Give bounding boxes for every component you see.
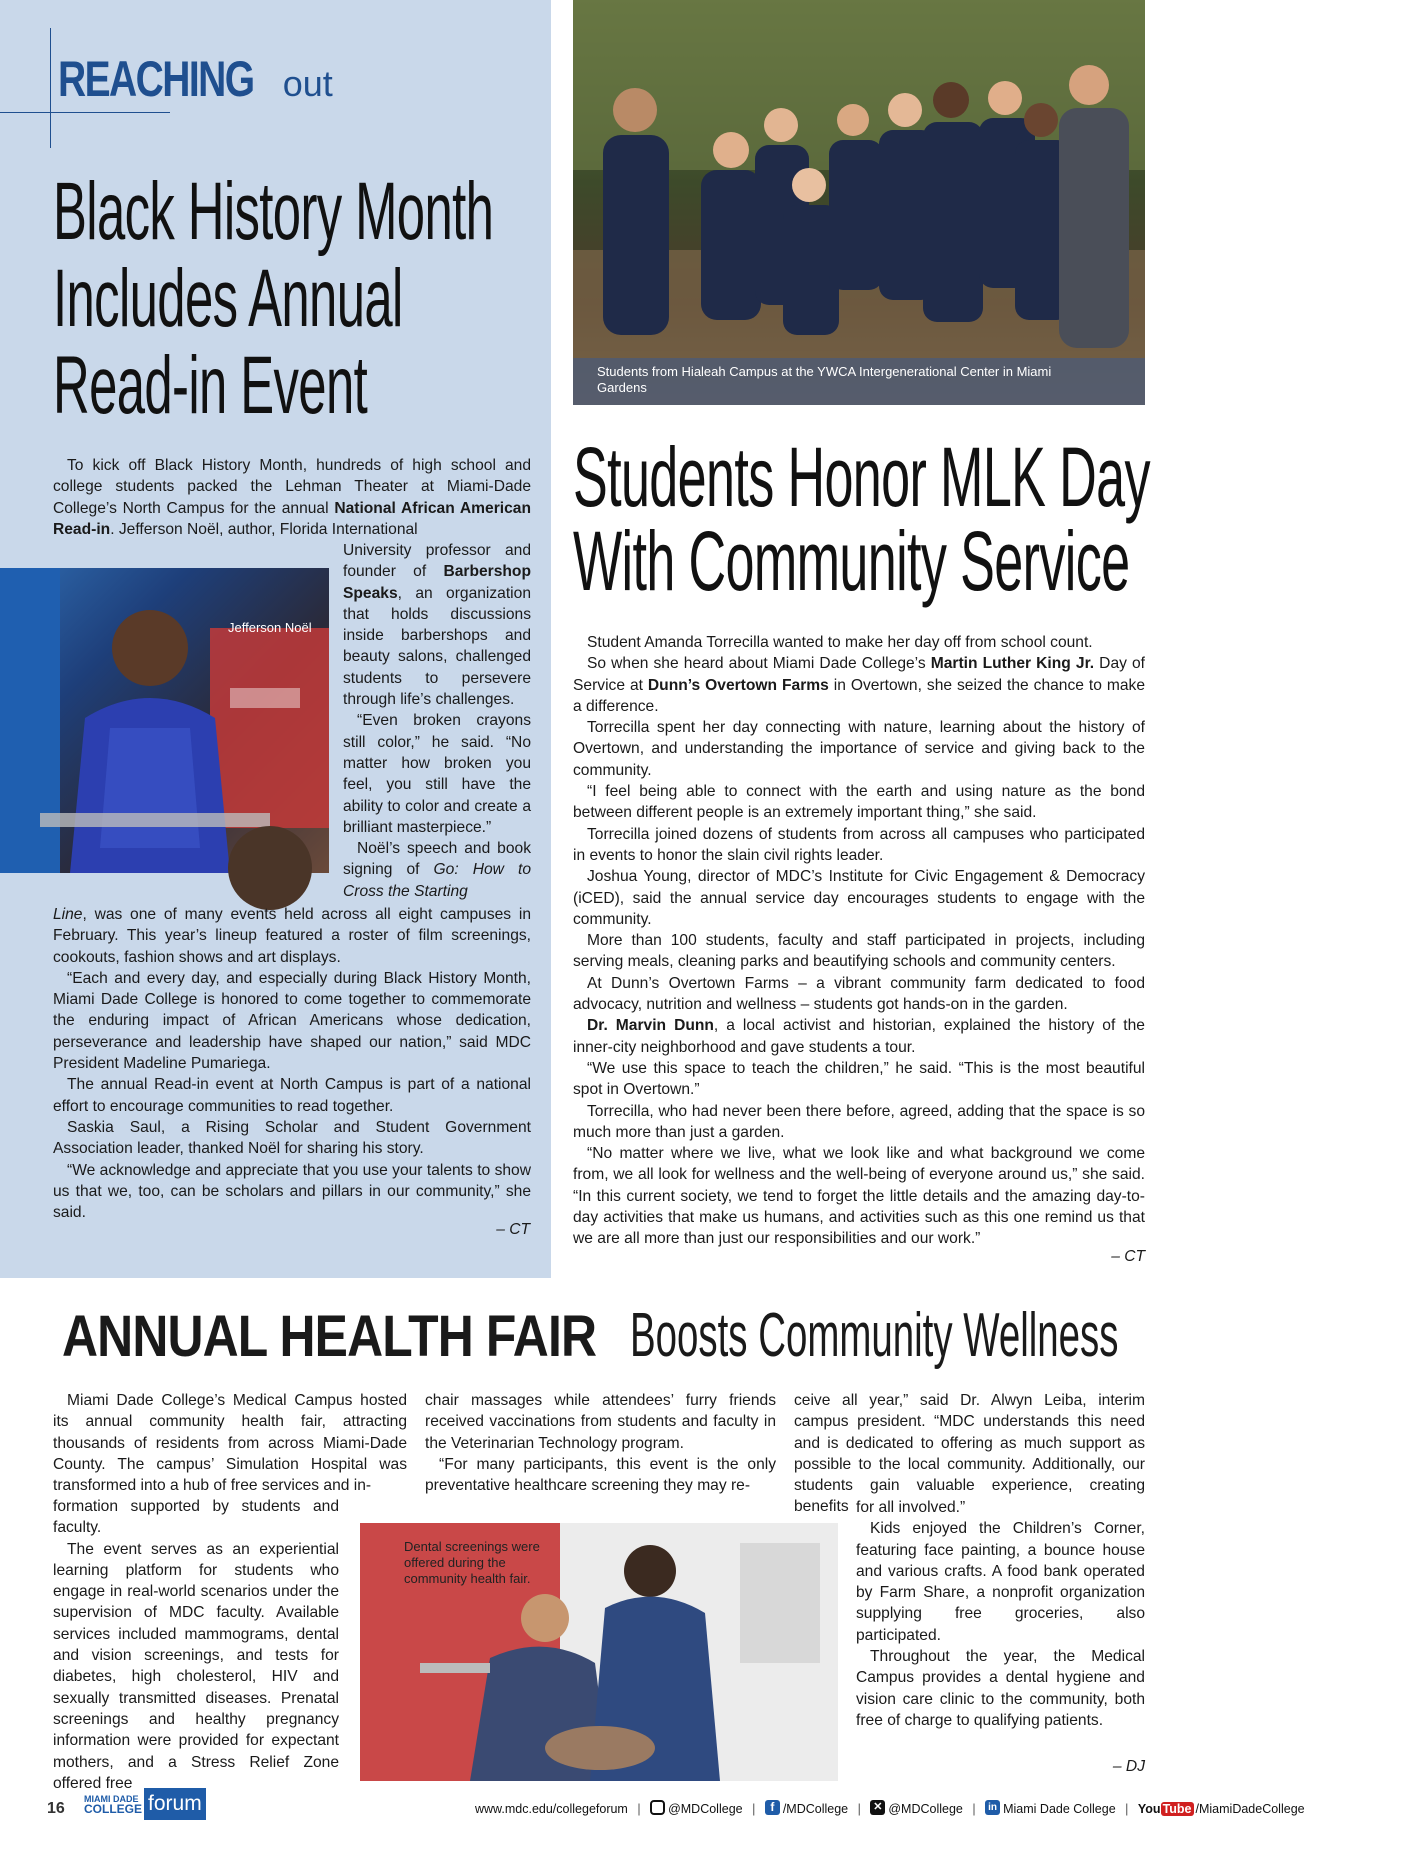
bhm-col-quote: “Even broken crayons still color,” he said. “No matter how broken you feel, you still have the ability to color and create a brilliant masterpiece.”	[343, 712, 531, 836]
health-fair-paragraph: “For many participants, this event is the only preventative healthcare screening they may re-	[425, 1455, 776, 1495]
mlk-photo-students	[573, 0, 1145, 405]
bhm-continued	[53, 904, 531, 1223]
bhm-paragraph: The annual Read-in event at North Campus is part of a national effort to encourage communities to read together.	[53, 1076, 531, 1115]
bhm-photo-caption: Jefferson Noël	[228, 620, 312, 635]
facebook-handle: /MDCollege	[782, 1801, 849, 1816]
mlk-photo-caption: Students from Hialeah Campus at the YWCA Intergenerational Center in Miami Gardens	[597, 364, 1052, 395]
bhm-headline-line-1: Black History Month	[53, 166, 494, 257]
health-fair-col2	[425, 1390, 776, 1496]
bhm-signature: – CT	[496, 1221, 530, 1238]
bhm-intro-pre: To kick off Black History Month, hundreds of high school and college students packed the Lehman Theater at Miami-Dade College’s North Campus for the annual	[53, 457, 531, 517]
mlk-paragraph: Torrecilla, who had never been there before, agreed, adding that the space is so much more than just a garden.	[573, 1102, 1145, 1141]
logo-forum: forum	[144, 1788, 206, 1820]
bhm-intro-bold: National African American Read-in	[53, 499, 531, 538]
mlk-photo-illustration	[573, 0, 1145, 405]
footer-separator: |	[752, 1801, 756, 1816]
bhm-col-post: , an organization that holds discussions inside barbershops and beauty salons, challenged students to persevere through life’s challenges.	[343, 584, 531, 709]
health-fair-paragraph: The event serves as an experiential learning platform for students who engage in real-world scenarios under the supervision of MDC faculty. Available services included mammograms, dental and vision screenings, and tests for diabetes, high cholesterol, HIV and sexually transmitted diseases. Prenatal screenings and healthy pregnancy information were provided for expectant mothers, and a Stress Relief Zone offered free	[53, 1540, 339, 1792]
bhm-headline-line-3: Read-in Event	[53, 340, 368, 431]
health-fair-col3-rest	[856, 1497, 1145, 1731]
mlk-paragraph: “I feel being able to connect with the earth and using nature as the bond between different people is an extremely important thing,” she said.	[573, 783, 1145, 822]
page-number: 16	[47, 1800, 65, 1817]
health-fair-photo-caption: Dental screenings were offered during the community health fair.	[404, 1539, 540, 1586]
mlk-p2-bold-farm: Dunn’s Overtown Farms	[647, 676, 829, 694]
college-forum-logo	[84, 1788, 206, 1820]
youtube-handle: /MiamiDadeCollege	[1195, 1801, 1305, 1816]
health-fair-paragraph: ceive all year,” said Dr. Alwyn Leiba, interim campus president. “MDC understands this need and is dedicated to offering as much support as possible to the local community. Additionally, our students gain valuable experience, creating benefits	[794, 1392, 1145, 1516]
youtube-link[interactable]	[1138, 1801, 1305, 1816]
health-fair-col1-rest	[53, 1496, 339, 1794]
section-label	[58, 50, 333, 108]
mlk-headline-line-1: Students Honor MLK Day	[573, 430, 1150, 524]
mlk-headline	[573, 430, 1150, 608]
bhm-paragraph: “We acknowledge and appreciate that you use your talents to show us that we, too, can be scholars and pillars in our community,” she said.	[53, 1161, 531, 1222]
bhm-intro	[53, 455, 531, 540]
health-fair-signature: – DJ	[1112, 1758, 1145, 1775]
health-fair-paragraph: Throughout the year, the Medical Campus provides a dental hygiene and vision care clinic to the community, both free of charge to qualifying patients.	[856, 1648, 1145, 1729]
section-label-light: out	[282, 63, 333, 104]
mlk-paragraph: Torrecilla spent her day connecting with nature, learning about the history of Overtown, and understanding the importance of service and giving back to the community.	[573, 719, 1145, 779]
mlk-paragraph: Torrecilla joined dozens of students from across all campuses who participated in events to honor the slain civil rights leader.	[573, 825, 1145, 864]
facebook-icon: f	[765, 1800, 780, 1815]
bhm-book-title-end: Line	[53, 906, 83, 923]
linkedin-link[interactable]	[985, 1801, 1116, 1816]
mlk-paragraph: “No matter where we live, what we look like and what background we come from, we all look for wellness and the well-being of everyone around us,” she said. “In this current society, we tend to forget the little details and the amazing day-to-day activities that make us humans, and activities such as this one remind us that we are all more than just our responsibilities and our work.”	[573, 1145, 1145, 1248]
bhm-paragraph: “Each and every day, and especially during Black History Month, Miami Dade College is honored to come together to commemorate the enduring impact of African Americans whose dedication, perseverance and leadership have shaped our nation,” said MDC President Madeline Pumariega.	[53, 969, 531, 1073]
mlk-paragraph: More than 100 students, faculty and staff participated in projects, including serving meals, cleaning parks and beautifying schools and community centers.	[573, 932, 1145, 971]
linkedin-icon: in	[985, 1800, 1000, 1815]
section-rule-vertical	[50, 28, 51, 148]
bhm-rest-first: , was one of many events held across all eight campuses in February. This year’s lineup featured a roster of film screenings, cookouts, fashion shows and art displays.	[53, 906, 531, 966]
bhm-headline	[53, 168, 493, 429]
health-fair-paragraph: Miami Dade College’s Medical Campus hosted its annual community health fair, attracting thousands of residents from across Miami-Dade County. The campus’ Simulation Hospital was transformed into a hub of free services and in-	[53, 1392, 407, 1495]
x-icon: ✕	[870, 1800, 885, 1815]
instagram-icon	[650, 1800, 665, 1815]
footer-separator: |	[637, 1801, 641, 1816]
health-fair-headline-strong: ANNUAL HEALTH FAIR	[62, 1304, 597, 1369]
footer-separator: |	[857, 1801, 861, 1816]
bhm-col-pre: University professor and founder of	[343, 542, 531, 581]
instagram-handle: @MDCollege	[668, 1801, 743, 1816]
website-link[interactable]: www.mdc.edu/collegeforum	[475, 1801, 628, 1816]
mlk-paragraph: Student Amanda Torrecilla wanted to make her day off from school count.	[587, 634, 1093, 651]
mlk-p2-post: in Overtown, she seized the chance to make a difference.	[573, 676, 1145, 715]
youtube-icon	[1138, 1802, 1196, 1817]
bhm-paragraph: Saskia Saul, a Rising Scholar and Student Government Association leader, thanked Noël for sharing his story.	[53, 1118, 531, 1158]
footer-separator: |	[972, 1801, 976, 1816]
bhm-headline-line-2: Includes Annual	[53, 253, 403, 344]
section-label-strong: REACHING	[58, 51, 254, 107]
x-link[interactable]	[870, 1801, 963, 1816]
linkedin-handle: Miami Dade College	[1003, 1801, 1116, 1816]
instagram-link[interactable]	[650, 1801, 743, 1816]
bhm-photo-illustration	[0, 568, 329, 873]
mlk-paragraph: “We use this space to teach the children,” he said. “This is the most beautiful spot in Overtown.”	[573, 1059, 1145, 1099]
facebook-link[interactable]	[765, 1801, 848, 1816]
x-handle: @MDCollege	[888, 1801, 963, 1816]
bhm-photo-jefferson-noel	[0, 568, 329, 873]
mlk-p2-mid: Day of Service at	[573, 655, 1145, 694]
section-rule-horizontal	[0, 112, 170, 113]
logo-line-1: MIAMI DADE	[84, 1794, 139, 1804]
mlk-paragraph: Joshua Young, director of MDC’s Institute for Civic Engagement & Democracy (iCED), said the annual service day encourages students to engage with the community.	[573, 868, 1145, 928]
mlk-headline-line-2: With Community Service	[573, 514, 1130, 608]
mlk-body	[573, 632, 1145, 1250]
health-fair-paragraph: formation supported by students and faculty.	[53, 1498, 339, 1537]
health-fair-paragraph: chair massages while attendees’ furry friends received vaccinations from students and faculty in the Veterinarian Technology program.	[425, 1392, 776, 1452]
logo-line-2: COLLEGE	[84, 1802, 143, 1816]
youtube-icon-label: You	[1137, 1802, 1161, 1817]
bhm-book-title: Go: How to Cross the Starting	[343, 861, 531, 900]
footer-separator: |	[1125, 1801, 1129, 1816]
mlk-dunn-post: , a local activist and historian, explained the history of the inner-city neighborhood and gave students a tour.	[573, 1017, 1145, 1056]
health-fair-headline-light: Boosts Community Wellness	[629, 1301, 1119, 1370]
bhm-col-speech: Noël’s speech and book signing of	[343, 840, 531, 879]
mlk-p2-bold-mlk: Martin Luther King Jr.	[930, 655, 1095, 673]
health-fair-paragraph: for all involved.”	[856, 1499, 966, 1516]
bhm-col-bold: Barbershop Speaks	[343, 563, 531, 602]
health-fair-col1-top	[53, 1390, 407, 1496]
mlk-p2-pre: So when she heard about Miami Dade College’s	[587, 655, 931, 673]
bhm-intro-post: . Jefferson Noël, author, Florida International	[110, 520, 418, 538]
youtube-icon-tube: Tube	[1162, 1802, 1192, 1817]
health-fair-paragraph: Kids enjoyed the Children’s Corner, featuring face painting, a bounce house and various crafts. A food bank operated by Farm Share, a nonprofit organization supplying free groceries, also participated.	[856, 1520, 1145, 1644]
footer-links	[475, 1801, 1305, 1816]
mlk-dunn-bold: Dr. Marvin Dunn	[587, 1017, 714, 1035]
mlk-paragraph: At Dunn’s Overtown Farms – a vibrant community farm dedicated to food advocacy, nutrition and wellness – students got hands-on in the garden.	[573, 974, 1145, 1014]
mlk-signature: – CT	[1111, 1248, 1145, 1265]
bhm-narrow-column	[343, 540, 531, 902]
health-fair-headline	[62, 1300, 1417, 1371]
